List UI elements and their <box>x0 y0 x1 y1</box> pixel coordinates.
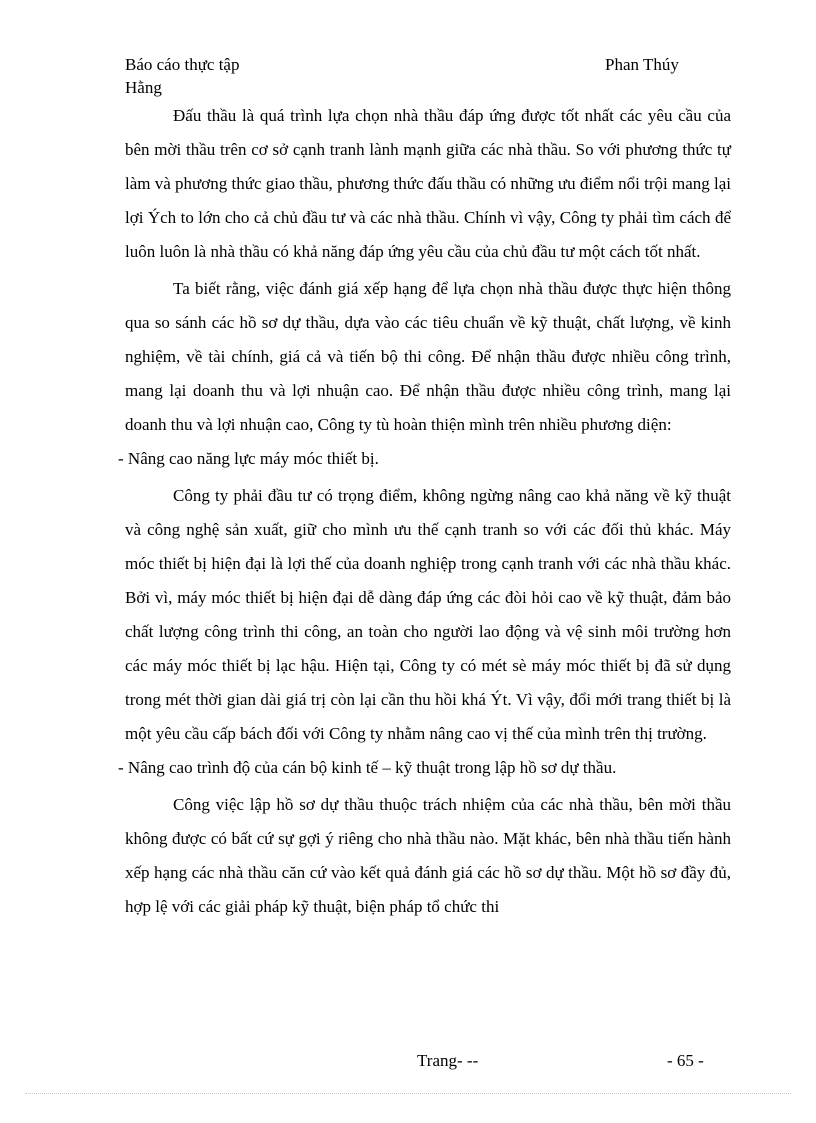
paragraph-equipment: Công ty phải đầu tư có trọng điểm, không ngừng nâng cao khả năng về kỹ thuật và công nghệ sản xuất, giữ cho mình ưu thế cạnh tranh so với các đối thủ khác. Máy móc thiết bị hiện đại là lợi thế của doanh nghiệp trong cạnh tranh với các nhà thầu khác. Bởi vì, máy móc thiết bị hiện đại dễ dàng đáp ứng các đòi hỏi cao về kỹ thuật, đảm bảo chất lượng công trình thi công, an toàn cho người lao động và vệ sinh môi trường hơn các máy móc thiết bị lạc hậu. Hiện tại, Công ty có mét sè máy móc thiết bị đã sử dụng trong mét thời gian dài giá trị còn lại cần thu hồi khá Ýt. Vì vậy, đổi mới trang thiết bị là một yêu cầu cấp bách đối với Công ty nhằm nâng cao vị thế của mình trên thị trường. <box>125 486 731 743</box>
header-report-title: Báo cáo thực tập Hằng <box>125 55 240 97</box>
document-body <box>118 99 731 924</box>
footer-page-number: - 65 - <box>667 1051 704 1070</box>
page-bottom-divider <box>25 1093 791 1094</box>
header-author: Phan Thúy <box>605 55 679 74</box>
paragraph-bid-docs: Công việc lập hồ sơ dự thầu thuộc trách nhiệm của các nhà thầu, bên mời thầu không được có bất cứ sự gợi ý riêng cho nhà thầu nào. Mặt khác, bên nhà thầu tiến hành xếp hạng các nhà thầu căn cứ vào kết quả đánh giá các hồ sơ dự thầu. Một hồ sơ đầy đủ, hợp lệ với các giải pháp kỹ thuật, biện pháp tổ chức thi <box>125 795 731 916</box>
footer-page-label: Trang- -- <box>417 1051 479 1070</box>
paragraph-evaluation: Ta biết rằng, việc đánh giá xếp hạng để lựa chọn nhà thầu được thực hiện thông qua so sánh các hồ sơ dự thầu, dựa vào các tiêu chuẩn về kỹ thuật, chất lượng, về kinh nghiệm, về tài chính, giá cả và tiến bộ thi công. Để nhận thầu được nhiều công trình, mang lại doanh thu và lợi nhuận cao. Để nhận thầu được nhiều công trình, mang lại doanh thu và lợi nhuận cao, Công ty tù hoàn thiện mình trên nhiều phương diện: <box>125 279 731 434</box>
bullet-staff: - Nâng cao trình độ của cán bộ kinh tế – kỹ thuật trong lập hồ sơ dự thầu. <box>118 758 617 777</box>
bullet-equipment: - Nâng cao năng lực máy móc thiết bị. <box>118 449 379 468</box>
paragraph-bidding-intro: Đấu thầu là quá trình lựa chọn nhà thầu đáp ứng được tốt nhất các yêu cầu của bên mời thầu trên cơ sở cạnh tranh lành mạnh giữa các nhà thầu. So với phương thức tự làm và phương thức giao thầu, phương thức đấu thầu có những ưu điểm nổi trội mang lại lợi Ých to lớn cho cả chủ đầu tư và các nhà thầu. Chính vì vậy, Công ty phải tìm cách để luôn luôn là nhà thầu có khả năng đáp ứng yêu cầu của chủ đầu tư một cách tốt nhất. <box>125 106 731 261</box>
